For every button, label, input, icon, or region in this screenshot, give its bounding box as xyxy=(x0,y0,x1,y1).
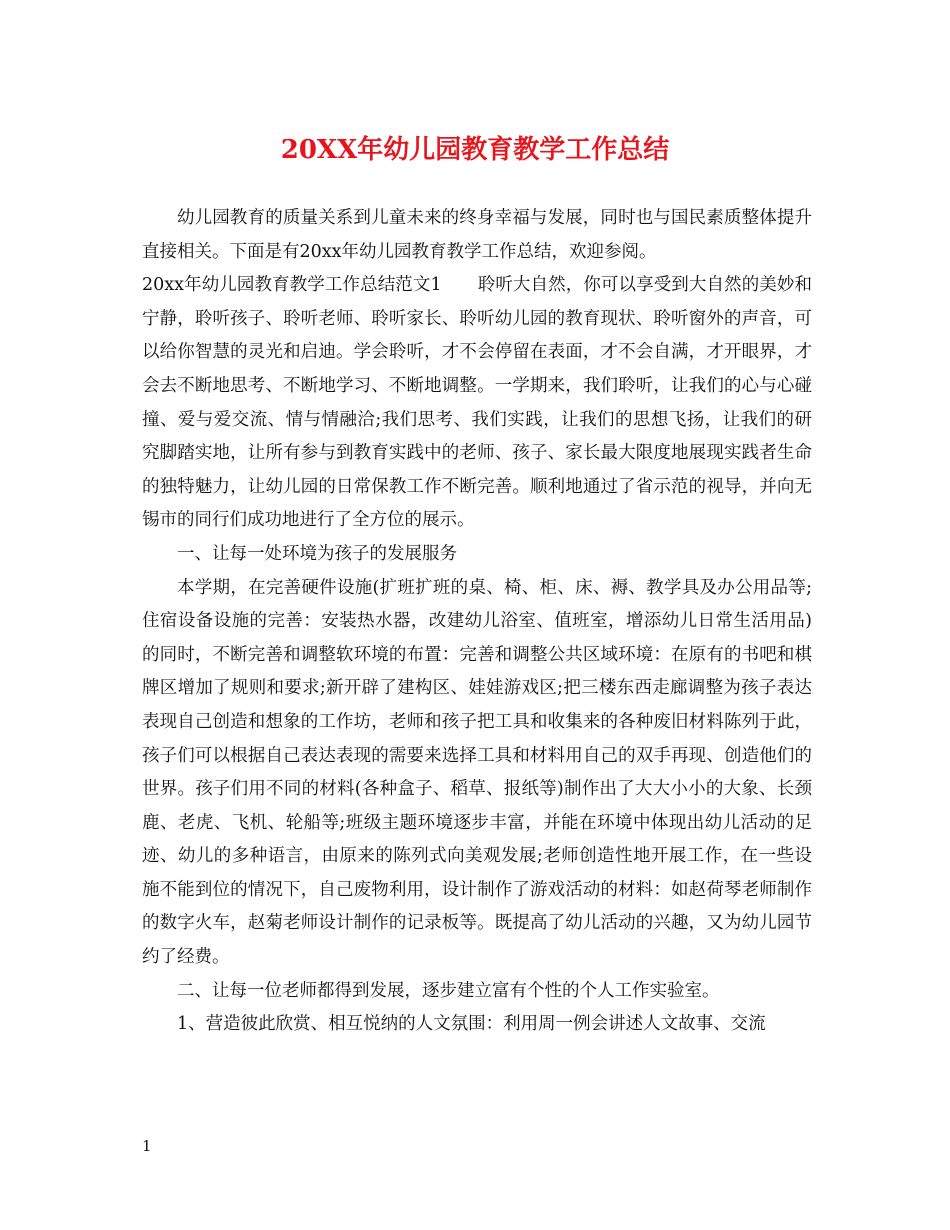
sample-heading: 20xx年幼儿园教育教学工作总结范文1 xyxy=(142,275,442,296)
paragraph-3: 1、营造彼此欣赏、相互悦纳的人文氛围：利用周一例会讲述人文故事、交流 xyxy=(177,1014,766,1035)
page-number: 1 xyxy=(142,1137,152,1155)
paragraph-2: 本学期，在完善硬件设施(扩班扩班的桌、椅、柜、床、褥、教学具及办公用品等;住宿设备设施的完善：安装热水器，改建幼儿浴室、值班室，增添幼儿日常生活用品)的同时，不断完善和调整软环境的布置：完善和调整公共区域环境：在原有的书吧和棋牌区增加了规则和要求;新开辟了建构区、娃娃游戏区;把三楼东西走廊调整为孩子表达表现自己创造和想象的工作坊，老师和孩子把工具和收集来的各种废旧材料陈列于此，孩子们可以根据自己表达表现的需要来选择工具和材料用自己的双手再现、创造他们的世界。孩子们用不同的材料(各种盒子、稻草、报纸等)制作出了大大小小的大象、长颈鹿、老虎、飞机、轮船等;班级主题环境逐步丰富，并能在环境中体现出幼儿活动的足迹、幼儿的多种语言，由原来的陈列式向美观发展;老师创造性地开展工作，在一些设施不能到位的情况下，自己废物利用，设计制作了游戏活动的材料：如赵荷琴老师制作的数字火车，赵菊老师设计制作的记录板等。既提高了幼儿活动的兴趣，又为幼儿园节约了经费。 xyxy=(142,577,812,968)
section-1-heading: 一、让每一处环境为孩子的发展服务 xyxy=(177,543,457,564)
document-title: 20XX年幼儿园教育教学工作总结 xyxy=(280,135,670,165)
section-2-heading: 二、让每一位老师都得到发展，逐步建立富有个性的个人工作实验室。 xyxy=(177,980,720,1001)
paragraph-1: 聆听大自然，你可以享受到大自然的美妙和宁静，聆听孩子、聆听老师、聆听家长、聆听幼儿园的教育现状、聆听窗外的声音，可以给你智慧的灵光和启迪。学会聆听，才不会停留在表面，才不会自满，才开眼界，才会去不断地思考、不断地学习、不断地调整。一学期来，我们聆听，让我们的心与心碰撞、爱与爱交流、情与情融洽;我们思考、我们实践，让我们的思想飞扬，让我们的研究脚踏实地，让所有参与到教育实践中的老师、孩子、家长最大限度地展现实践者生命的独特魅力，让幼儿园的日常保教工作不断完善。顺利地通过了省示范的视导，并向无锡市的同行们成功地进行了全方位的展示。 xyxy=(142,275,813,531)
document-body xyxy=(142,202,812,1042)
sample-paragraph xyxy=(142,269,812,538)
intro-paragraph: 幼儿园教育的质量关系到儿童未来的终身幸福与发展，同时也与国民素质整体提升直接相关。下面是有20xx年幼儿园教育教学工作总结，欢迎参阅。 xyxy=(142,208,812,262)
